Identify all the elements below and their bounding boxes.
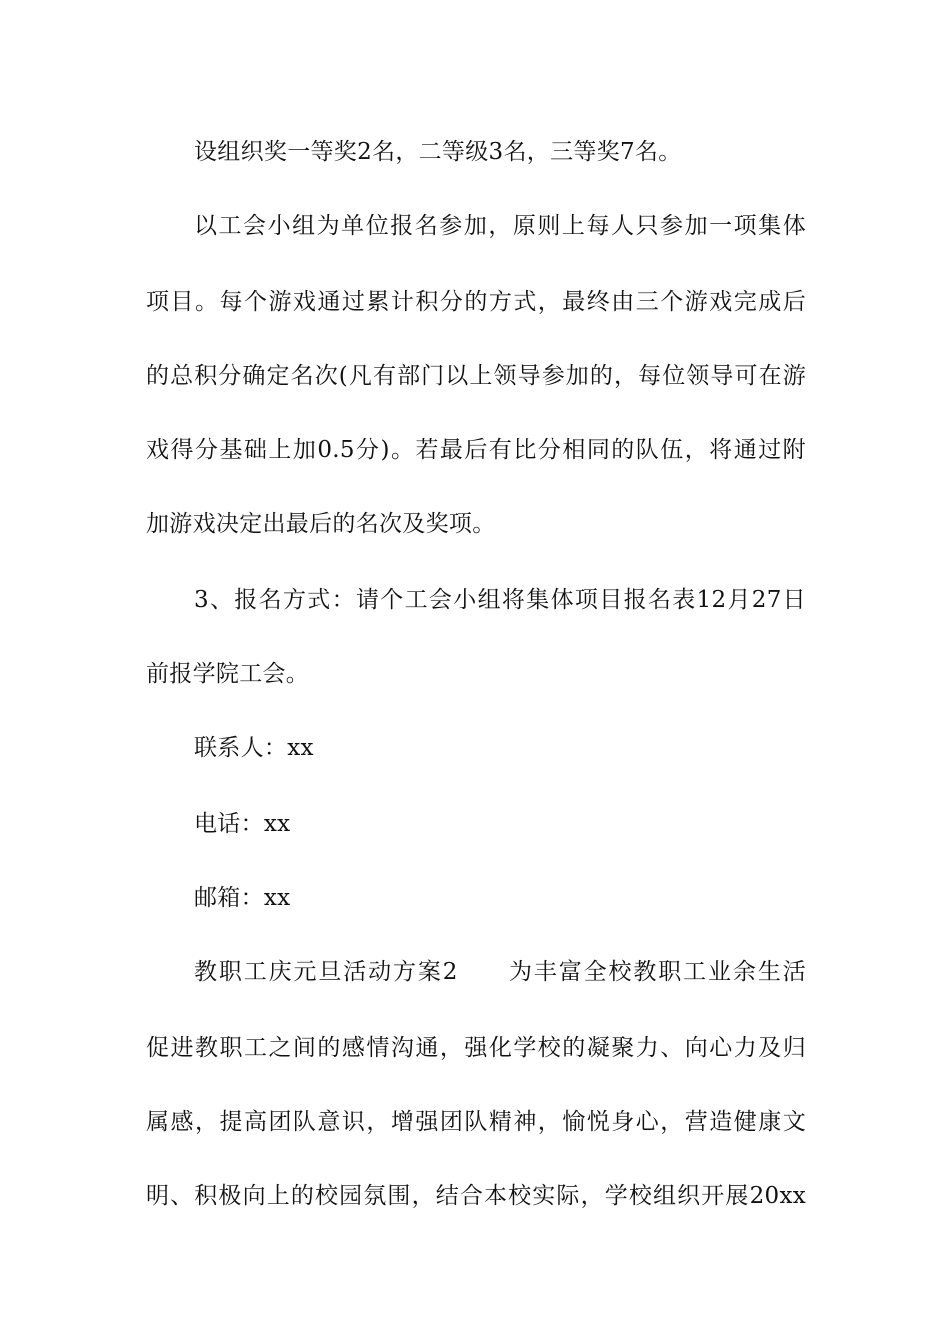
paragraph-line: 促进教职工之间的感情沟通，强化学校的凝聚力、向心力及归 bbox=[146, 1035, 806, 1061]
paragraph-line: 加游戏决定出最后的名次及奖项。 bbox=[146, 511, 496, 537]
contact-email: 邮箱：xx bbox=[194, 885, 291, 911]
contact-phone: 电话：xx bbox=[194, 811, 291, 837]
paragraph-line: 戏得分基础上加0.5分)。若最后有比分相同的队伍，将通过附 bbox=[146, 437, 806, 463]
paragraph-line-registration: 3、报名方式：请个工会小组将集体项目报名表12月27日 bbox=[194, 587, 806, 613]
paragraph-line: 以工会小组为单位报名参加，原则上每人只参加一项集体 bbox=[194, 213, 806, 239]
paragraph-line: 前报学院工会。 bbox=[146, 661, 310, 687]
paragraph-line-plan-2: 教职工庆元旦活动方案2 为丰富全校教职工业余生活 bbox=[194, 959, 806, 985]
paragraph-line-awards: 设组织奖一等奖2名，二等级3名，三等奖7名。 bbox=[194, 139, 682, 165]
paragraph-line: 明、积极向上的校园氛围，结合本校实际，学校组织开展20xx bbox=[146, 1183, 806, 1209]
contact-person: 联系人：xx bbox=[194, 735, 314, 761]
paragraph-line: 的总积分确定名次(凡有部门以上领导参加的，每位领导可在游 bbox=[146, 363, 806, 389]
paragraph-line: 属感，提高团队意识，增强团队精神，愉悦身心，营造健康文 bbox=[146, 1109, 806, 1135]
paragraph-line: 项目。每个游戏通过累计积分的方式，最终由三个游戏完成后 bbox=[146, 289, 806, 315]
